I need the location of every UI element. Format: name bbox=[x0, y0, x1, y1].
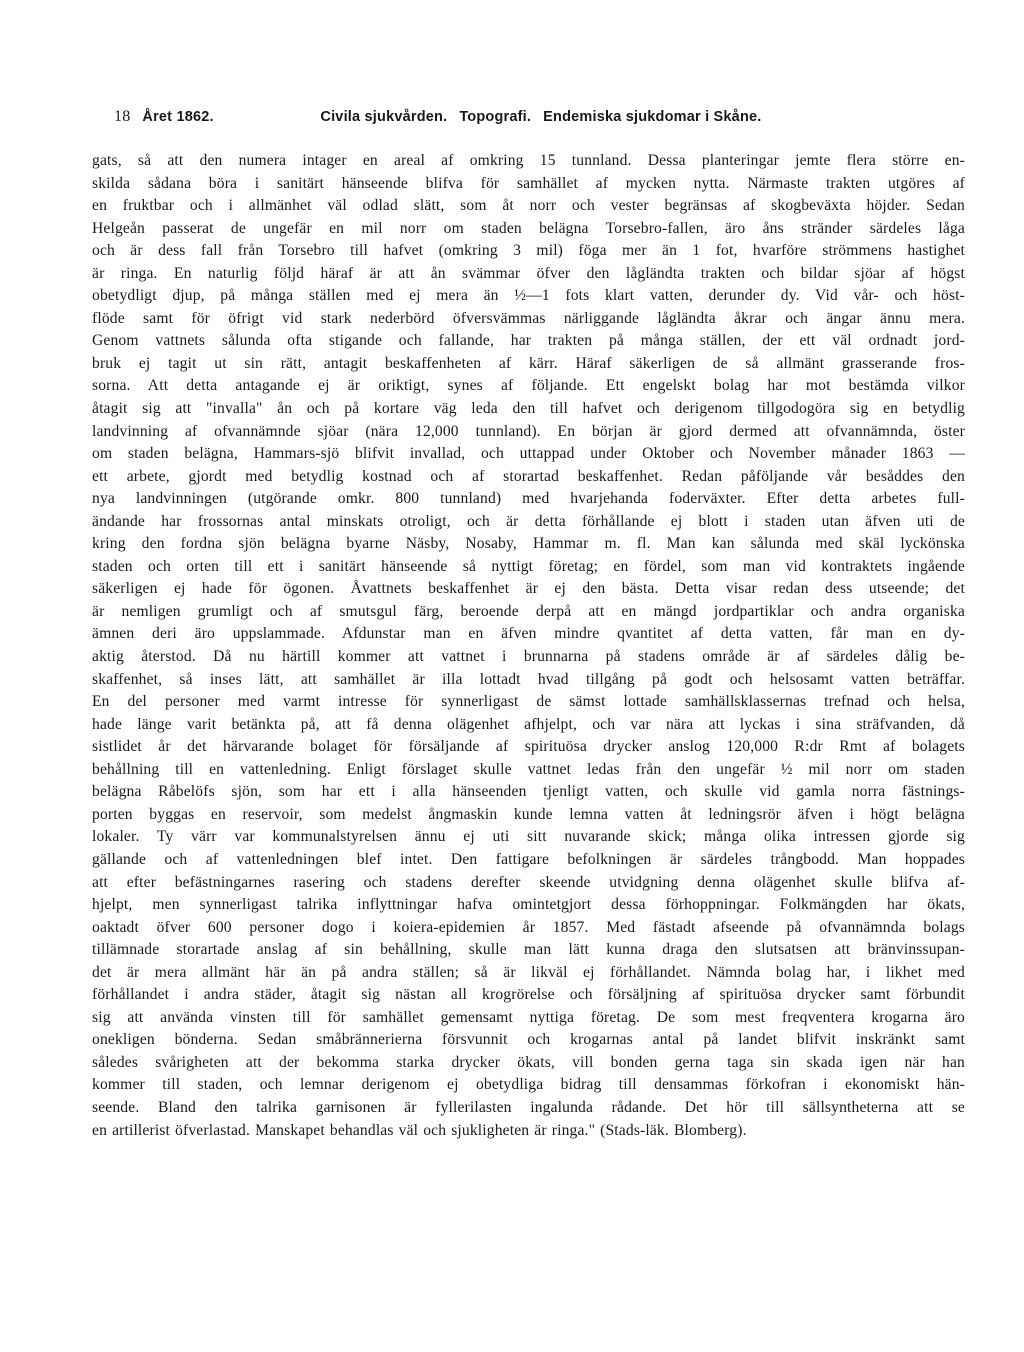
text-line: hjelpt, men synnerligast talrika inflyttningar hafva omintetgjort dessa förhoppningar. Folkmängden har ökats, bbox=[92, 896, 965, 914]
text-line: kring den fordna sjön belägna byarne Näsby, Nosaby, Hammar m. fl. Man kan sålunda med skäl lyckönska bbox=[92, 535, 965, 553]
text-line: gällande och af vattenledningen blef intet. Den fattigare befolkningen är särdeles trångbodd. Man hoppades bbox=[92, 850, 965, 868]
text-line: Genom vattnets sålunda ofta stigande och fallande, har trakten på många ställen, der ett väl ordnadt jord- bbox=[92, 332, 965, 350]
body-text bbox=[92, 150, 965, 1142]
text-line: behållning till en vattenledning. Enligt förslaget skulle vattnet ledas från den ungefär ½ mil norr om staden bbox=[92, 760, 965, 778]
text-line: aktig återstod. Då nu härtill kommer att vattnet i brunnarna på stadens område är af särdeles dålig be- bbox=[92, 648, 965, 666]
text-line: kommer till staden, och lemnar derigenom ej obetydliga bidrag till densammas förkofran i ekonomiskt hän- bbox=[92, 1076, 965, 1094]
text-line: skaffenhet, så inses lätt, att samhället är illa lottadt hvad tillgång på godt och helsosamt vatten beträffar. bbox=[92, 670, 965, 688]
text-line: förhållandet i andra städer, åtagit sig nästan all krogrörelse och försäljning af spirituösa drycker samt förbundit bbox=[92, 986, 965, 1004]
text-line: en artillerist öfverlastad. Manskapet behandlas väl och sjukligheten är ringa." (Stads-läk. Blomberg). bbox=[92, 1121, 747, 1139]
text-line: sorna. Att detta antagande ej är oriktigt, synes af följande. Ett engelskt bolag har mot bestämda vilkor bbox=[92, 377, 965, 395]
text-line: således svårigheten att der bekomma starka drycker ökats, vill bonden gerna taga sin skada igen när han bbox=[92, 1053, 965, 1071]
text-line: bruk ej tagit ut sin rätt, antagit beskaffenheten af kärr. Häraf säkerligen de så allmänt grasserande fros- bbox=[92, 354, 965, 372]
text-line: om staden belägna, Hammars-sjö blifvit invallad, och uttappad under Oktober och November månader 1863 — bbox=[92, 445, 965, 463]
text-line: obetydligt djup, på många ställen med ej mera än ½—1 fots klart vatten, derunder dy. Vid vår- och höst- bbox=[92, 287, 965, 305]
text-line: ett arbete, gjordt med betydlig kostnad och af storartad beskaffenhet. Redan påföljande vår besåddes den bbox=[92, 467, 965, 485]
text-line: gats, så att den numera intager en areal af omkring 15 tunnland. Dessa planteringar jemte flera större en- bbox=[92, 152, 965, 169]
text-line: åtagit sig att "invalla" ån och på kortare väg leda den till hafvet och derigenom tillgodogöra sig en betydlig bbox=[92, 400, 965, 418]
text-line: lokaler. Ty värr var kommunalstyrelsen ännu ej uti sitt nuvarande skick; många olika intressen gjorde sig bbox=[92, 828, 965, 846]
text-line: En del personer med varmt intresse för synnerligast de sämst lottade samhällsklassernas trefnad och helsa, bbox=[92, 693, 965, 711]
running-head-section-1: Civila sjukvården. bbox=[320, 109, 448, 125]
page-number: 18 bbox=[114, 108, 131, 125]
text-line: det är mera allmänt här än på andra ställen; så är likväl ej förhållandet. Nämnda bolag har, i likhet med bbox=[92, 963, 965, 981]
text-line: staden och orten till ett i sanitärt hänseende så nyttigt företag; en fördel, som man vid kontraktets ingående bbox=[92, 557, 965, 575]
text-line: ämnen deri äro uppslammade. Afdunstar man en äfven mindre qvantitet af detta vatten, får man en dy- bbox=[92, 625, 965, 643]
running-head bbox=[114, 108, 965, 130]
text-line: Helgeån passerat de ungefär en mil norr om staden belägna Torsebro-fallen, äro åns stränder särdeles låga bbox=[92, 219, 965, 237]
running-head-section-3: Endemiska sjukdomar i Skåne. bbox=[543, 109, 762, 125]
text-line: skilda sådana böra i sanitärt hänseende blifva för samhället af mycken nytta. Närmaste trakten utgöres af bbox=[92, 174, 965, 192]
text-line: landvinning af ofvannämnde sjöar (nära 12,000 tunnland). En början är gjord dermed att ofvannämnda, öster bbox=[92, 422, 965, 440]
text-line: ändande har frossornas antal minskats otroligt, och är detta förhållande ej blott i staden utan äfven uti de bbox=[92, 512, 965, 530]
text-line: nya landvinningen (utgörande omkr. 800 tunnland) med hvarjehanda foderväxter. Efter detta arbetes full- bbox=[92, 490, 965, 508]
text-line: är nemligen grumligt och af smutsgul färg, beroende derpå att en mängd jordpartiklar och andra organiska bbox=[92, 602, 965, 620]
text-line: att efter befästningarnes rasering och stadens derefter skeende utvidgning denna olägenhet skulle blifva af- bbox=[92, 873, 965, 891]
text-line: hade länge varit betänkta på, att få denna olägenhet afhjelpt, och var nära att lyckas i sina sträfvanden, då bbox=[92, 715, 965, 733]
text-line: en fruktbar och i allmänhet väl odlad slätt, som åt norr och vester begränsas af skogbeväxta höjder. Sedan bbox=[92, 197, 965, 215]
document-page bbox=[92, 108, 965, 1142]
text-line: sistlidet år det härvarande bolaget för försäljande af spirituösa drycker anslog 120,000 R:dr Rmt af bolagets bbox=[92, 738, 965, 756]
text-line: säkerligen ej hade för ögonen. Åvattnets beskaffenhet är ej den bästa. Detta visar redan dess utseende; det bbox=[92, 580, 965, 598]
text-line: porten byggas en reservoir, som medelst ångmaskin kunde lemna vatten åt ledningsrör äfven i högt belägna bbox=[92, 805, 965, 823]
text-line: sig att använda vinsten till för samhället gemensamt nyttiga företag. De som mest freqventera krogarna äro bbox=[92, 1008, 965, 1026]
text-line: är ringa. En naturlig följd häraf är att ån svämmar öfver den lågländta trakten och bildar sjöar af högst bbox=[92, 264, 965, 282]
text-line: tillämnade storartade anslag af sin behållning, skulle man lätt kunna draga den slutsatsen att bränvinssupan- bbox=[92, 941, 965, 959]
text-line: onekligen bönderna. Sedan småbrännerierna försvunnit och krogarnas antal på landet blifvit inskränkt samt bbox=[92, 1031, 965, 1049]
running-head-year: Året 1862. bbox=[142, 109, 214, 125]
text-line: oaktadt öfver 600 personer dogo i koiera-epidemien år 1857. Med fästadt afseende på ofvannämnda bolags bbox=[92, 918, 965, 936]
text-line: och är dess fall från Torsebro till hafvet (omkring 3 mil) föga mer än 1 fot, hvarföre strömmens hastighet bbox=[92, 242, 965, 260]
text-line: flöde samt för öfrigt vid stark nederbörd öfversvämmas närliggande lågländta åkrar och ängar ännu mera. bbox=[92, 309, 965, 327]
text-line: seende. Bland den talrika garnisonen är fyllerilasten ingalunda rådande. Det hör till sällsyntheterna att se bbox=[92, 1098, 965, 1116]
text-line: belägna Råbelöfs sjön, som har ett i alla hänseenden tjenligt vatten, och skulle vid gamla norra fästnings- bbox=[92, 783, 965, 801]
running-head-section-2: Topografi. bbox=[459, 109, 532, 125]
